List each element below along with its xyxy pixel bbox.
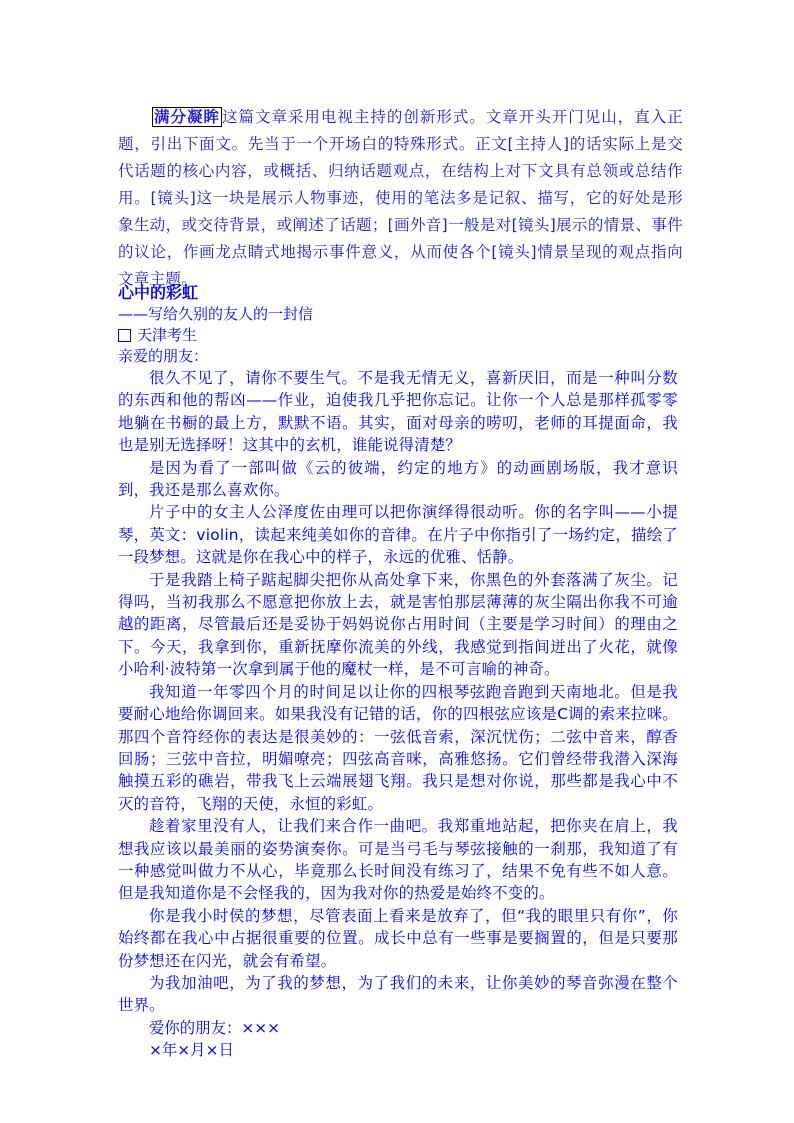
essay-block	[118, 282, 678, 1062]
essay-title: 心中的彩虹	[118, 283, 199, 302]
essay-paragraph: 为我加油吧，为了我的梦想，为了我们的未来，让你美妙的琴音弥漫在整个世界。	[118, 973, 678, 1015]
greeting: 亲爱的朋友：	[118, 347, 209, 365]
essay-paragraph: 很久不见了，请你不要生气。不是我无情无义，喜新厌旧，而是一种叫分数的东西和他的帮凶——作业，迫使我几乎把你忘记。让你一个人总是那样孤零零地躺在书橱的最上方，默默不语。其实，面对母亲的唠叨，老师的耳提面命，我也是别无选择呀！这其中的玄机，谁能说得清楚？	[118, 369, 678, 455]
commentary-tag: 满分凝眸	[154, 108, 220, 126]
essay-paragraph: 片子中的女主人公泽度佐由理可以把你演绎得很动听。你的名字叫——小提琴，英文：violin，读起来纯美如你的音律。在片子中你指引了一场约定，描绘了一段梦想。这就是你在我心中的样子，永远的优雅、恬静。	[118, 503, 678, 567]
commentary-text: 这篇文章采用电视主持的创新形式。文章开头开门见山，直入正题，引出下面文。先当于一个开场白的特殊形式。正文[主持人]的话实际上是交代话题的核心内容，或概括、归纳话题观点，在结构上对下文具有总领或总结作用。[镜头]这一块是展示人物事迹，使用的笔法多是记叙、描写，它的好处是形象生动，或交待背景，或阐述了话题；[画外音]一般是对[镜头]展示的情景、事件的议论，作画龙点睛式地揭示事件意义，从而使各个[镜头]情景呈现的观点指向文章主题。	[118, 108, 684, 288]
essay-paragraph: 于是我踏上椅子踮起脚尖把你从高处拿下来，你黑色的外套落满了灰尘。记得吗，当初我那么不愿意把你放上去，就是害怕那层薄薄的灰尘隔出你我不可逾越的距离，尽管最后还是妥协于妈妈说你占用时间（主要是学习时间）的理由之下。今天，我拿到你，重新抚摩你流美的外线，我感觉到指间迸出了火花，就像小哈利·波特第一次拿到属于他的魔杖一样，是不可言喻的神奇。	[118, 570, 678, 679]
closing-signature: 爱你的朋友：×××	[149, 1018, 281, 1037]
essay-paragraph: 你是我小时侯的梦想，尽管表面上看来是放弃了，但“我的眼里只有你”，你始终都在我心中占据很重要的位置。成长中总有一些事是要搁置的，但是只要那份梦想还在闪光，就会有希望。	[118, 906, 678, 970]
essay-paragraph: 我知道一年零四个月的时间足以让你的四根琴弦跑音跑到天南地北。但是我要耐心地给你调回来。如果我没有记错的话，你的四根弦应该是C调的索来拉咪。那四个音符经你的表达是很美妙的：一弦低音索，深沉忧伤；二弦中音来，醇香回肠；三弦中音拉，明媚嘹亮；四弦高音咪，高雅悠扬。它们曾经带我潜入深海触摸五彩的礁岩，带我飞上云端展翅飞翔。我只是想对你说，那些都是我心中不灭的音符，飞翔的天使，永恒的彩虹。	[118, 682, 678, 813]
author-name: 天津考生	[137, 326, 198, 344]
essay-subtitle: ——写给久别的友人的一封信	[118, 305, 314, 323]
essay-paragraph: 趁着家里没有人，让我们来合作一曲吧。我郑重地站起，把你夹在肩上，我想我应该以最美丽的姿势演奏你。可是当弓毛与琴弦接触的一刹那，我知道了有一种感觉叫做力不从心，毕竟那么长时间没有练习了，结果不免有些不如人意。但是我知道你是不会怪我的，因为我对你的热爱是始终不变的。	[118, 817, 678, 903]
essay-author	[118, 325, 678, 346]
commentary-paragraph	[118, 104, 683, 293]
commentary-block	[118, 104, 683, 293]
closing-date: ×年×月×日	[149, 1041, 234, 1060]
checkbox-icon	[118, 329, 131, 342]
essay-paragraph: 是因为看了一部叫做《云的彼端，约定的地方》的动画剧场版，我才意识到，我还是那么喜欢你。	[118, 458, 678, 500]
